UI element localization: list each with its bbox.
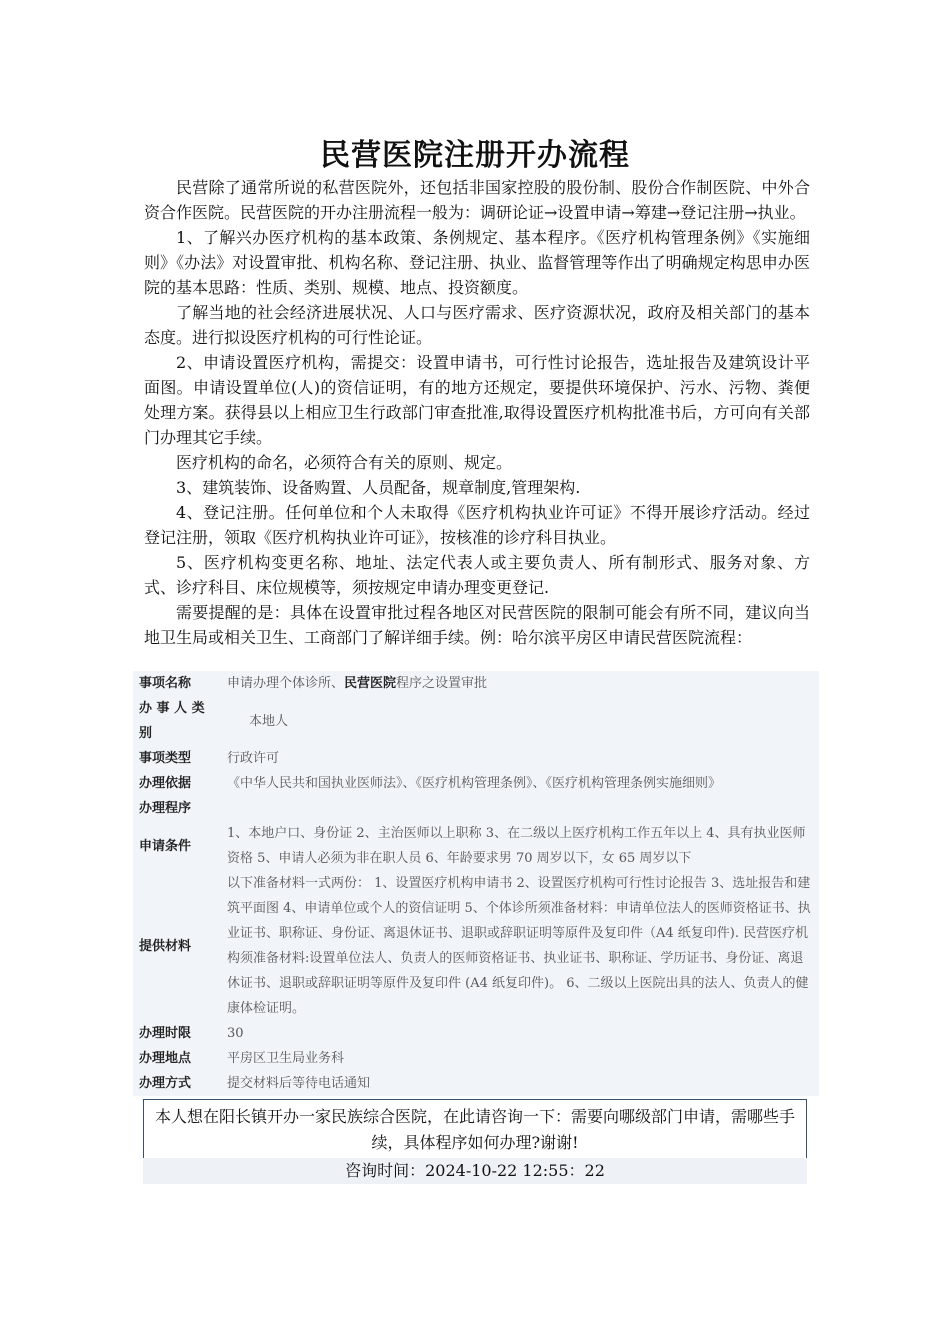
row-label: 办理程序: [139, 801, 192, 816]
row-label: 事项名称: [139, 676, 192, 691]
row-value: 平房区卫生局业务科: [227, 1051, 345, 1066]
table-row: [133, 871, 819, 1021]
row-label: 办 事 人 类别: [139, 701, 205, 741]
table-row: [133, 1071, 819, 1096]
value-text: 申请办理个体诊所、: [227, 676, 345, 691]
consultation-question: 本人想在阳长镇开办一家民族综合医院，在此请咨询一下：需要向哪级部门申请，需哪些手续，具体程序如何办理?谢谢!: [143, 1099, 807, 1161]
paragraph: 2、申请设置医疗机构，需提交：设置申请书，可行性讨论报告，选址报告及建筑设计平面图。申请设置单位(人)的资信证明，有的地方还规定，要提供环境保护、污水、污物、粪便处理方案。获得县以上相应卫生行政部门审查批准,取得设置医疗机构批准书后，方可向有关部门办理其它手续。: [144, 353, 810, 447]
row-label: 办理依据: [139, 776, 192, 791]
consultation-time: 咨询时间：2024-10-22 12:55：22: [143, 1158, 807, 1184]
row-value: 1、本地户口、身份证 2、主治医师以上职称 3、在二级以上医疗机构工作五年以上 4、具有执业医师资格 5、申请人必须为非在职人员 6、年龄要求男 70 周岁以下，女 65 周岁以下: [227, 826, 806, 866]
row-value: 以下准备材料一式两份： 1、设置医疗机构申请书 2、设置医疗机构可行性讨论报告 3、选址报告和建筑平面图 4、申请单位或个人的资信证明 5、个体诊所须准备材料：申请单位法人的医师资格证书、执业证书、职称证、身份证、离退休证书、退职或辞职证明等原件及复印件（A4 纸复印件). 民营医疗机构须准备材料:设置单位法人、负责人的医师资格证书、执业证书、职称证、学历证书、身份证、离退休证书、退职或辞职证明等原件及复印件 (A4 纸复印件)。 6、二级以上医院出具的法人、负责人的健康体检证明。: [227, 876, 811, 1016]
table-row: [133, 796, 819, 821]
table-row: [133, 1046, 819, 1071]
paragraph: 1、了解兴办医疗机构的基本政策、条例规定、基本程序。《医疗机构管理条例》《实施细则》《办法》对设置审批、机构名称、登记注册、执业、监督管理等作出了明确规定构思申办医院的基本思路：性质、类别、规模、地点、投资额度。: [144, 228, 810, 297]
row-value: 行政许可: [227, 751, 280, 766]
value-highlight: 民营医院: [344, 676, 397, 691]
row-label: 办理地点: [139, 1051, 192, 1066]
row-value: 本地人: [249, 713, 289, 729]
table-row: [133, 671, 819, 696]
body-text: [144, 175, 810, 650]
table-row: [133, 696, 819, 746]
paragraph: 医疗机构的命名，必须符合有关的原则、规定。: [176, 453, 513, 472]
value-text: 程序之设置审批: [396, 676, 488, 691]
paragraph: 5、医疗机构变更名称、地址、法定代表人或主要负责人、所有制形式、服务对象、方式、诊疗科目、床位规模等，须按规定申请办理变更登记.: [144, 553, 810, 597]
row-label: 提供材料: [139, 938, 192, 954]
row-label: 办理方式: [139, 1076, 192, 1091]
table-row: [133, 746, 819, 771]
paragraph: 4、登记注册。任何单位和个人未取得《医疗机构执业许可证》不得开展诊疗活动。经过登记注册，领取《医疗机构执业许可证》，按核准的诊疗科目执业。: [144, 503, 810, 547]
row-value: 《中华人民共和国执业医师法》、《医疗机构管理条例》、《医疗机构管理条例实施细则》: [227, 776, 722, 791]
row-label: 申请条件: [139, 838, 192, 854]
paragraph: 需要提醒的是：具体在设置审批过程各地区对民营医院的限制可能会有所不同，建议向当地卫生局或相关卫生、工商部门了解详细手续。例：哈尔滨平房区申请民营医院流程：: [144, 603, 810, 647]
row-value: 30: [227, 1026, 244, 1041]
row-label: 办理时限: [139, 1026, 192, 1041]
table-row: [133, 1021, 819, 1046]
row-value: [221, 796, 819, 821]
paragraph: 3、建筑装饰、设备购置、人员配备，规章制度,管理架构.: [176, 478, 581, 497]
table-row: [133, 771, 819, 796]
table-row: [133, 821, 819, 871]
row-value: 提交材料后等待电话通知: [227, 1076, 371, 1091]
page-title: 民营医院注册开办流程: [320, 138, 630, 173]
row-value: [221, 671, 819, 696]
row-label: 事项类型: [139, 751, 192, 766]
procedure-info-table: [133, 671, 819, 1096]
paragraph: 了解当地的社会经济进展状况、人口与医疗需求、医疗资源状况，政府及相关部门的基本态度。进行拟设医疗机构的可行性论证。: [144, 303, 810, 347]
paragraph: 民营除了通常所说的私营医院外，还包括非国家控股的股份制、股份合作制医院、中外合资合作医院。民营医院的开办注册流程一般为：调研论证→设置申请→筹建→登记注册→执业。: [144, 178, 810, 222]
